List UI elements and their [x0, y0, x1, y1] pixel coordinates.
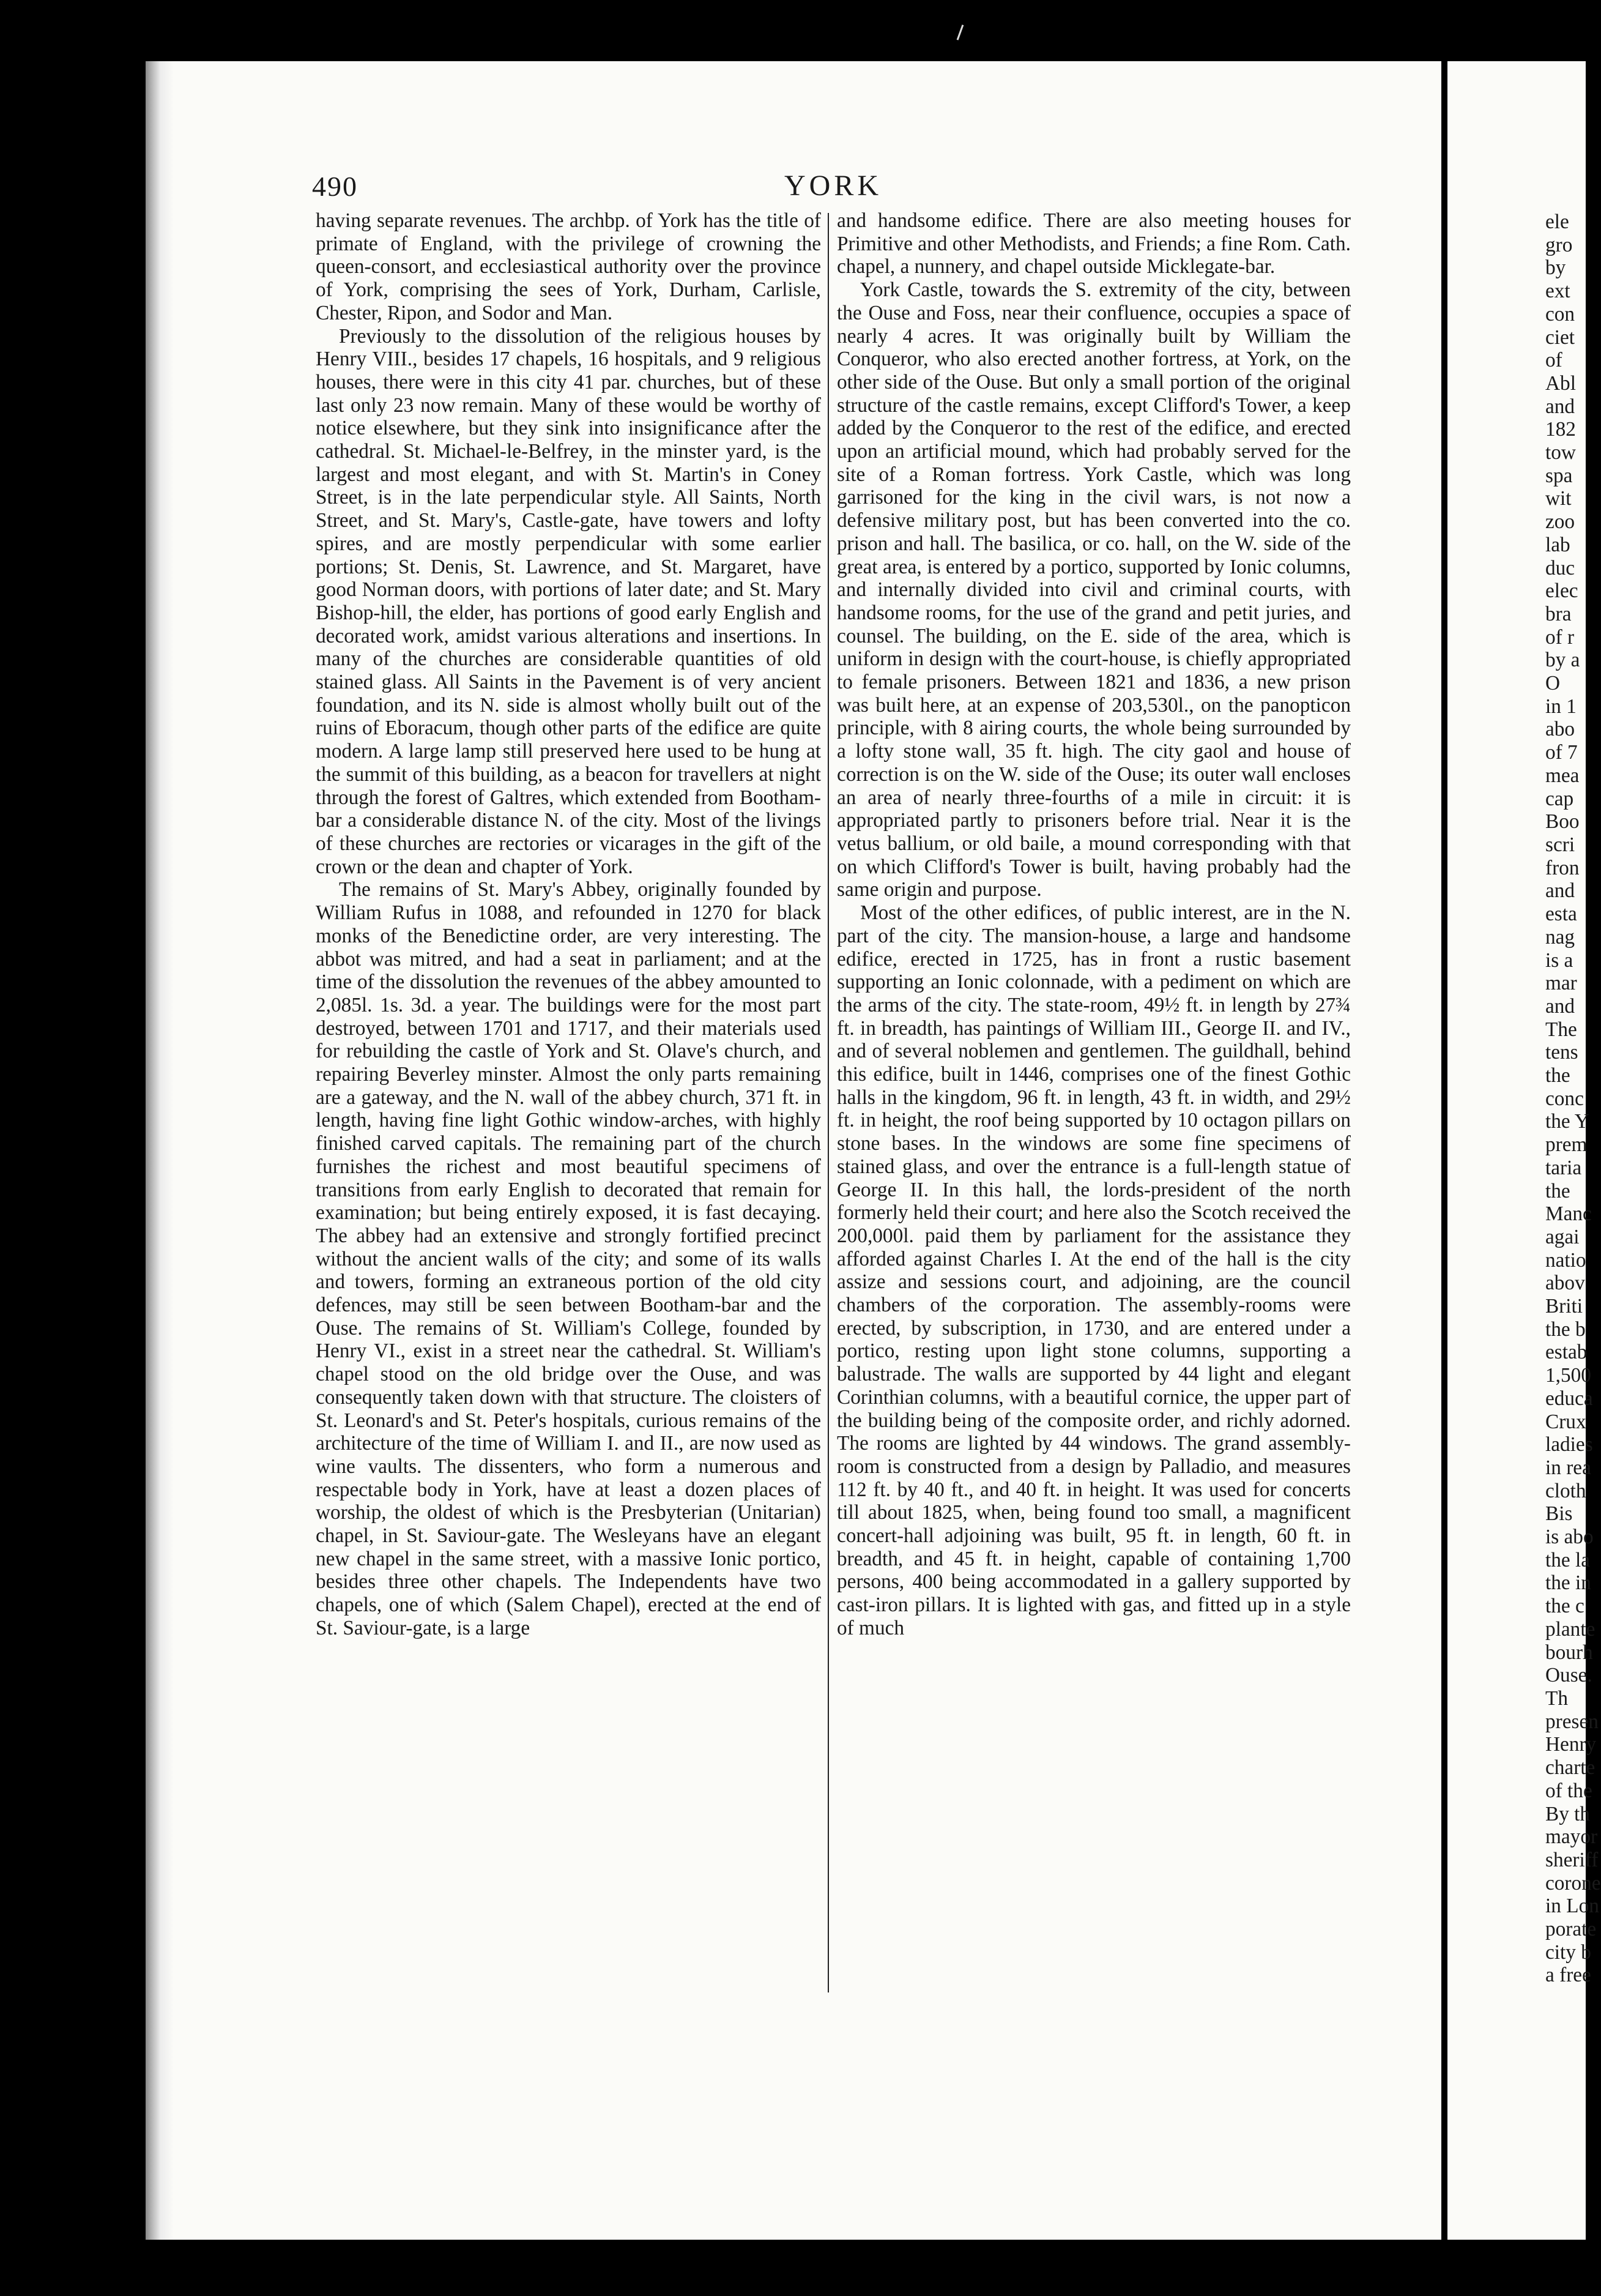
next-page-fragment: abov: [1545, 1272, 1585, 1295]
next-page-fragment: mar: [1545, 972, 1577, 995]
next-page-fragment: bra: [1545, 602, 1572, 625]
running-title: [0, 169, 1586, 203]
next-page-fragment: lab: [1545, 533, 1570, 556]
next-page-fragment: the c: [1545, 1595, 1584, 1618]
right-paragraph-2: York Castle, towards the S. extremity of the city, between the Ouse and Foss, near their confluence, occupies a space of nearly 4 acres. It was originally built by William the Conqueror, who also erected another fortress, at York, on the other side of the Ouse. But only a small portion of the original structure of the castle remains, except Clifford's Tower, a keep added by the Conqueror to the rest of the edifice, and erected upon an artificial mound, which had probably served for the site of a Roman fortress. York Castle, which was long garrisoned for the king in the civil wars, is not now a defensive military post, but has been converted into the co. prison and hall. The basilica, or co. hall, on the W. side of the great area, is entered by a portico, supported by Ionic columns, and internally divided into civil and criminal courts, with handsome rooms, for the use of the grand and petit juries, and counsel. The building, on the E. side of the area, which is uniform in design with the court-house, is chiefly appropriated to female prisoners. Between 1821 and 1836, a new prison was built here, at an expense of 203,530l., on the panopticon principle, with 8 airing courts, the whole being surrounded by a lofty stone wall, 35 ft. high. The city gaol and house of correction is on the W. side of the Ouse; its outer wall encloses an area of nearly three-fourths of a mile in circuit: it is appropriated partly to prisoners before trial. Near it is the vetus ballium, or old baile, a mound corresponding with that on which Clifford's Tower is built, having probably had the same origin and purpose.: [837, 278, 1351, 901]
scan-mark: [957, 24, 964, 40]
next-page-fragment: wit: [1545, 487, 1572, 510]
left-paragraph-1: having separate revenues. The archbp. of York has the title of primate of England, with the privilege of crowning the queen-consort, and ecclesiastical authority over the province of York, comprising the sees of York, Durham, Carlisle, Chester, Ripon, and Sodor and Man.: [316, 209, 821, 324]
next-page-fragment: in Lon: [1545, 1895, 1599, 1918]
next-page-fragment: esta: [1545, 903, 1577, 926]
next-page-fragment: of: [1545, 349, 1568, 372]
next-page-fragment: Th: [1545, 1687, 1568, 1710]
next-page-fragment: elec: [1545, 580, 1578, 603]
next-page-fragment: abo: [1545, 718, 1575, 741]
next-page-fragment: porate: [1545, 1918, 1597, 1941]
next-page-fragment: Abl: [1545, 371, 1576, 395]
next-page-fragment: ele: [1545, 211, 1569, 233]
next-page-fragment: and: [1545, 994, 1575, 1018]
next-page-fragment: natio: [1545, 1248, 1586, 1272]
next-page-fragment: in rea: [1545, 1456, 1591, 1479]
next-page-fragment: educa: [1545, 1387, 1593, 1410]
left-column: [316, 209, 821, 2198]
page-binding-shadow: [146, 61, 174, 2240]
next-page-fragment: mea: [1545, 764, 1580, 787]
next-page-fragment: The: [1545, 1018, 1577, 1041]
column-rule: [828, 213, 829, 1992]
next-page-fragment: of the: [1545, 1779, 1592, 1802]
next-page-fragment: cap: [1545, 787, 1574, 810]
next-page-fragment: is abo: [1545, 1526, 1594, 1549]
next-page-fragment: conc: [1545, 1087, 1584, 1110]
next-page-fragment: by a: [1545, 649, 1580, 672]
next-page-fragment: of r: [1545, 625, 1575, 649]
running-title-text: YORK: [784, 170, 882, 202]
next-page-fragment: taria: [1545, 1156, 1582, 1179]
next-page-fragment: O: [1545, 672, 1561, 695]
next-page-fragment: cloth: [1545, 1479, 1586, 1502]
left-paragraph-2: Previously to the dissolution of the religious houses by Henry VIII., besides 17 chapels, 16 hospitals, and 9 religious houses, there were in this city 41 par. churches, but of these last only 23 now remain. Many of these would be worthy of notice elsewhere, but they sink into insignificance after the cathedral. St. Michael-le-Belfrey, in the minster yard, is the largest and most elegant, and with St. Martin's in Coney Street, is in the late perpendicular style. All Saints, North Street, and St. Mary's, Castle-gate, have towers and lofty spires, and are mostly perpendicular with some earlier portions; St. Denis, St. Lawrence, and St. Margaret, have good Norman doors, with portions of later date; and St. Mary Bishop-hill, the elder, has portions of good early English and decorated work, amidst various alterations and insertions. In many of the churches are considerable quantities of old stained glass. All Saints in the Pavement is of very ancient foundation, and its N. side is almost wholly built out of the ruins of Eboracum, though other parts of the edifice are quite modern. A large lamp still preserved here used to be hung at the summit of this building, as a beacon for travellers at night through the forest of Galtres, which extended from Bootham-bar a considerable distance N. of the city. Most of the livings of these churches are rectories or vicarages in the gift of the crown or the dean and chapter of York.: [316, 324, 821, 878]
next-page-fragment: the b: [1545, 1318, 1586, 1341]
next-page-fragment: Bis: [1545, 1502, 1573, 1526]
next-page-fragment: is a: [1545, 949, 1573, 972]
next-page-fragment: Ouse.: [1545, 1664, 1592, 1687]
next-page-fragment: duc: [1545, 556, 1575, 580]
next-page-fragment: Crux: [1545, 1410, 1586, 1433]
next-page-fragment: zoo: [1545, 510, 1575, 534]
next-page-fragment: tens: [1545, 1041, 1578, 1064]
next-page-fragment: Briti: [1545, 1295, 1583, 1318]
next-page-fragment: and: [1545, 395, 1575, 418]
next-page-fragment: Henry: [1545, 1733, 1597, 1756]
next-page-fragment: 1,500: [1545, 1364, 1591, 1387]
next-page-fragment: ext: [1545, 280, 1570, 303]
next-page-fragment: bourh: [1545, 1641, 1593, 1664]
next-page-fragment: charte: [1545, 1756, 1595, 1780]
next-page-fragment: nag: [1545, 925, 1575, 949]
next-page-fragment: the in: [1545, 1571, 1591, 1595]
next-page-fragment: of 7: [1545, 741, 1578, 764]
next-page-fragment: con: [1545, 302, 1575, 326]
next-page-fragment: sheriff: [1545, 1848, 1599, 1871]
next-page-fragment: 182: [1545, 418, 1576, 441]
next-page-fragment: presen: [1545, 1710, 1599, 1733]
next-page-fragment: estab: [1545, 1341, 1588, 1364]
next-page-fragment: the la: [1545, 1548, 1591, 1571]
next-page-fragment: the Y: [1545, 1110, 1589, 1133]
next-page-fragment: mayor: [1545, 1825, 1598, 1849]
next-page-fragment: fron: [1545, 856, 1580, 879]
next-page-fragment: the: [1545, 1064, 1570, 1087]
next-page-fragment: Manc: [1545, 1202, 1592, 1226]
next-page-fragment: agai: [1545, 1225, 1580, 1248]
right-column: [837, 209, 1351, 2198]
left-paragraph-3: The remains of St. Mary's Abbey, originally founded by William Rufus in 1088, and refounded in 1270 for black monks of the Benedictine order, are very interesting. The abbot was mitred, and had a seat in parliament; and at the time of the dissolution the revenues of the abbey amounted to 2,085l. 1s. 3d. a year. The buildings were for the most part destroyed, between 1701 and 1717, and their materials used for rebuilding the castle of York and St. Olave's church, and repairing Beverley minster. Almost the only parts remaining are a gateway, and the N. wall of the abbey church, 371 ft. in length, having fine light Gothic window-arches, with highly finished carved capitals. The remaining part of the church furnishes the richest and most beautiful specimens of transitions from early English to decorated that remain for examination; but being entirely exposed, it is fast decaying. The abbey had an extensive and strongly fortified precinct without the ancient walls of the city; and some of its walls and towers, forming an extraneous portion of the old city defences, may still be seen between Bootham-bar and the Ouse. The remains of St. William's College, founded by Henry VI., exist in a street near the cathedral. St. William's chapel stood on the old bridge over the Ouse, and was consequently taken down with that structure. The cloisters of St. Leonard's and St. Peter's hospitals, curious remains of the architecture of the time of William I. and II., are now used as wine vaults. The dissenters, who form a numerous and respectable body in York, have at least a dozen places of worship, the oldest of which is the Presbyterian (Unitarian) chapel, in St. Saviour-gate. The Wesleyans have an elegant new chapel in the same street, with a massive Ionic portico, besides three other chapels. The Independents have two chapels, one of which (Salem Chapel), erected at the end of St. Saviour-gate, is a large: [316, 878, 821, 1639]
next-page-fragment: city b: [1545, 1940, 1591, 1964]
next-page-fragment: corone: [1545, 1871, 1601, 1895]
next-page-fragment: a free: [1545, 1964, 1591, 1987]
next-page-fragment: spa: [1545, 464, 1573, 487]
next-page-fragment: by: [1545, 256, 1566, 280]
next-page-fragment: tow: [1545, 441, 1576, 464]
next-page-fragment: gro: [1545, 233, 1573, 256]
next-page-fragment: Boo: [1545, 810, 1580, 833]
next-page-fragment: the: [1545, 1179, 1576, 1202]
next-page-fragment: in 1: [1545, 695, 1577, 718]
next-page-fragment: By th: [1545, 1802, 1591, 1825]
right-paragraph-1: and handsome edifice. There are also meeting houses for Primitive and other Methodists, and Friends; a fine Rom. Cath. chapel, a nunnery, and chapel outside Micklegate-bar.: [837, 209, 1351, 278]
next-page-fragment: and: [1545, 879, 1575, 903]
next-page-fragment: ciet: [1545, 326, 1575, 349]
next-page-fragment: prem: [1545, 1133, 1588, 1157]
right-paragraph-3: Most of the other edifices, of public interest, are in the N. part of the city. The mansion-house, a large and handsome edifice, erected in 1725, has in front a rustic basement supporting an Ionic colonnade, with a pediment on which are the arms of the city. The state-room, 49½ ft. in length by 27¾ ft. in breadth, has paintings of William III., George II. and IV., and of several noblemen and gentlemen. The guildhall, behind this edifice, built in 1446, comprises one of the finest Gothic halls in the kingdom, 96 ft. in length, 43 ft. in width, and 29½ ft. in height, the roof being supported by 10 octagon pillars on stone bases. In the windows are some fine specimens of stained glass, and over the entrance is a full-length statue of George II. In this hall, the lords-president of the north formerly held their court; and here also the Scotch received the 200,000l. paid them by parliament for the assistance they afforded against Charles I. At the end of the hall is the city assize and sessions court, and adjoining, are the council chambers of the corporation. The assembly-rooms were erected, by subscription, in 1730, and are entered under a portico, resting upon light stone columns, supporting a balustrade. The walls are supported by 44 light and elegant Corinthian columns, with a beautiful cornice, the upper part of the building being of the composite order, and richly adorned. The rooms are lighted by 44 windows. The grand assembly-room is constructed from a design by Palladio, and measures 112 ft. by 40 ft., and 40 ft. in height. It was used for concerts till about 1825, when, being found too small, a magnificent concert-hall adjoining was built, 95 ft. in length, 60 ft. in breadth, and 45 ft. in height, capable of containing 1,700 persons, 400 being accommodated in a gallery supported by cast-iron pillars. It is lighted with gas, and fitted up in a style of much: [837, 901, 1351, 1639]
next-page-fragment: scri: [1545, 833, 1575, 856]
next-page-fragment: ladies: [1545, 1433, 1593, 1456]
next-page-text-fragments: [1545, 211, 1601, 1987]
page-number: 490: [312, 171, 358, 202]
next-page-fragment: plante: [1545, 1617, 1595, 1641]
